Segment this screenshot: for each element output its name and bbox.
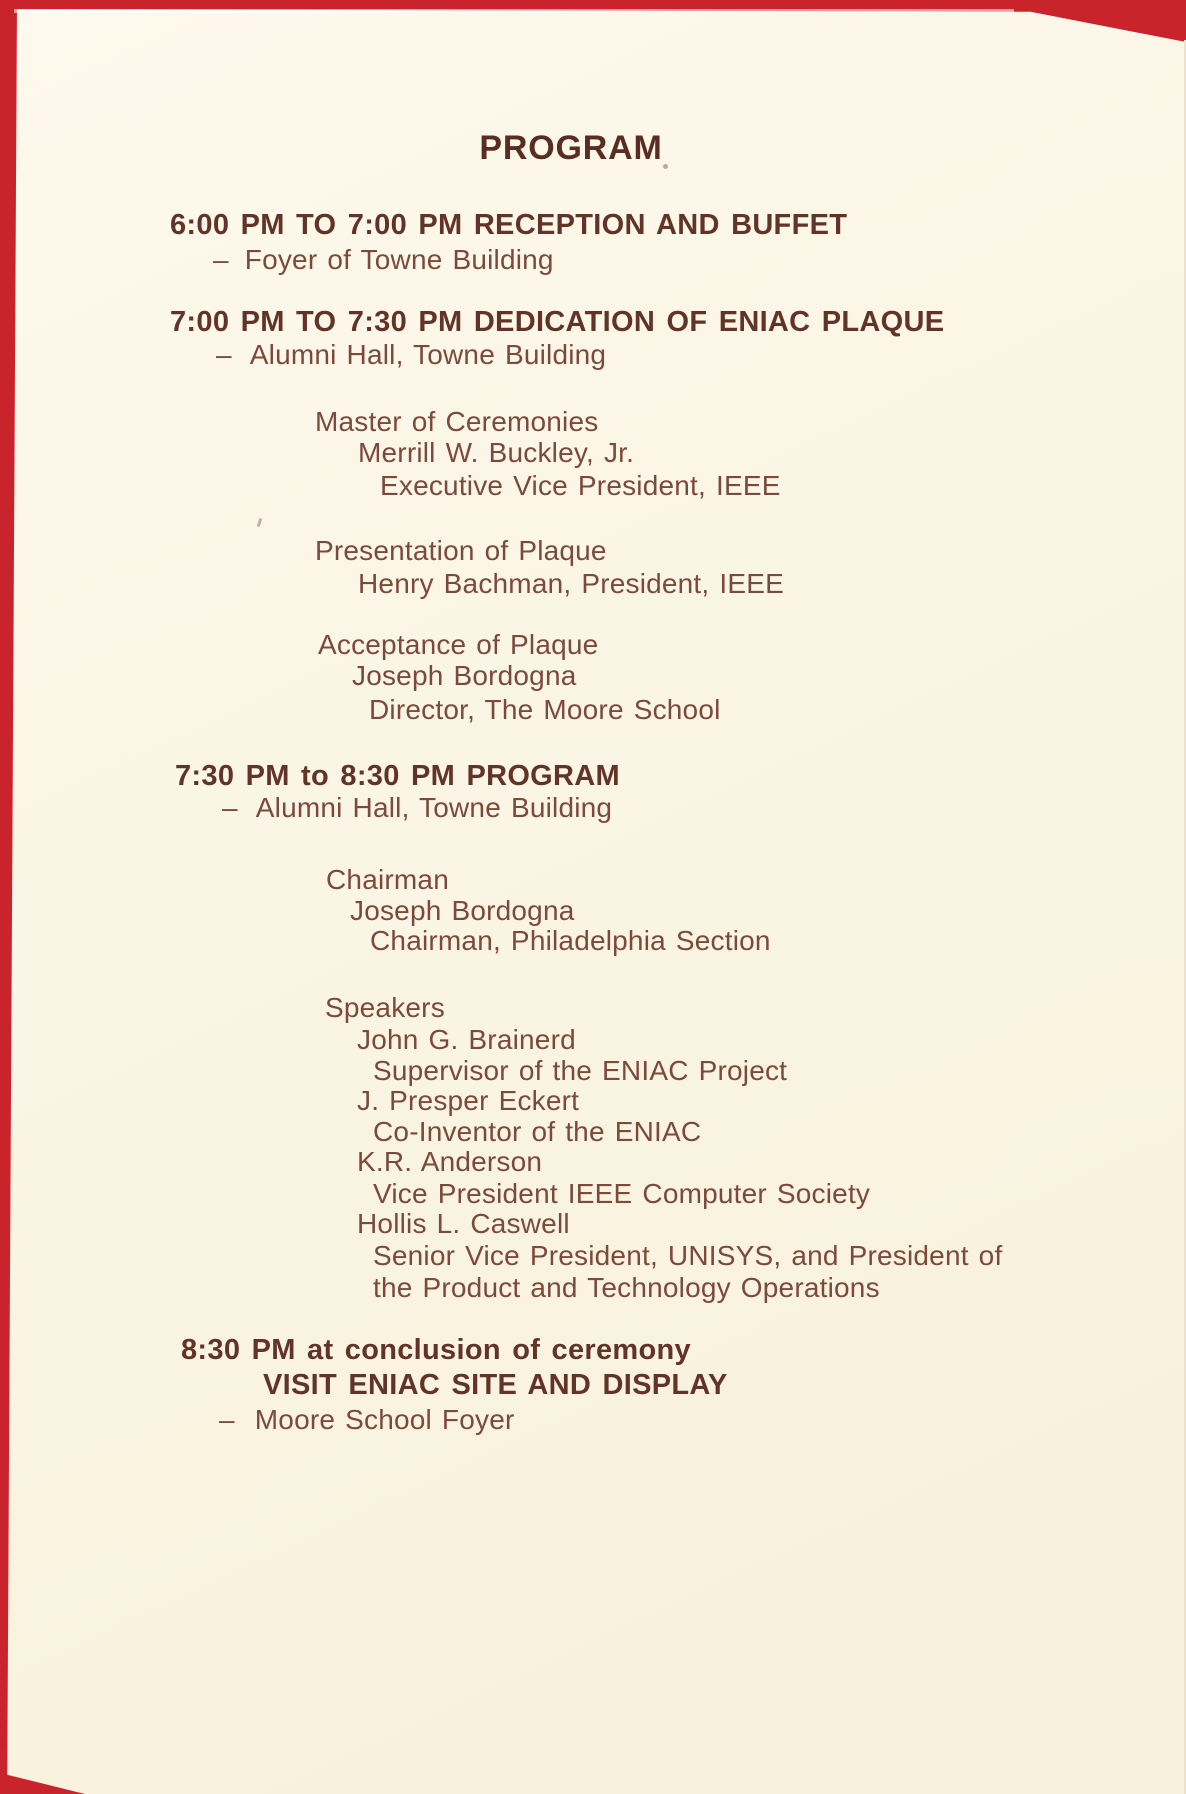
location-line [216,341,606,369]
person-name: Henry Bachman, President, IEEE [358,568,784,599]
paper-edge-highlight [14,9,1014,13]
red-scan-edge-left [0,0,17,1794]
section-heading: 7:00 PM TO 7:30 PM DEDICATION OF ENIAC PLAQUE [170,306,945,338]
location-dash: – [219,1404,235,1435]
person-name: Joseph Bordogna [350,895,575,926]
person-role: Executive Vice President, IEEE [380,470,781,501]
block-title: Chairman [326,864,449,895]
section-heading: 7:30 PM to 8:30 PM PROGRAM [175,760,620,792]
person-name: Merrill W. Buckley, Jr. [358,437,635,468]
red-scan-edge-top [0,0,1186,42]
red-scan-edge-bottom-left [0,1766,85,1794]
block-title: Speakers [325,992,445,1023]
location-text: Foyer of Towne Building [244,244,554,275]
block-title: Master of Ceremonies [315,406,599,437]
person-name: John G. Brainerd [357,1024,576,1055]
scan-mark [257,518,263,527]
person-name: Hollis L. Caswell [357,1208,570,1239]
location-text: Alumni Hall, Towne Building [249,339,607,370]
section-subheading: VISIT ENIAC SITE AND DISPLAY [263,1369,728,1401]
person-role: Chairman, Philadelphia Section [370,925,771,956]
location-dash: – [216,339,232,370]
person-role: Supervisor of the ENIAC Project [373,1055,788,1086]
location-line [219,1406,515,1434]
block-title: Presentation of Plaque [315,535,607,566]
person-role: Senior Vice President, UNISYS, and President of [373,1240,1003,1271]
person-name: Joseph Bordogna [352,660,577,691]
block-title: Acceptance of Plaque [318,629,599,660]
person-name: J. Presper Eckert [357,1085,580,1116]
person-role: Vice President IEEE Computer Society [373,1178,871,1209]
section-heading: 8:30 PM at conclusion of ceremony [181,1334,691,1366]
person-role: Director, The Moore School [369,694,721,725]
section-heading: 6:00 PM TO 7:00 PM RECEPTION AND BUFFET [170,209,848,241]
location-line [213,246,554,274]
page-title: PROGRAM [479,129,663,167]
location-text: Moore School Foyer [254,1404,515,1435]
person-role-continued: the Product and Technology Operations [373,1272,880,1303]
person-role: Co-Inventor of the ENIAC [373,1116,702,1147]
location-line [222,794,612,822]
location-text: Alumni Hall, Towne Building [255,792,613,823]
location-dash: – [213,244,229,275]
location-dash: – [222,792,238,823]
person-name: K.R. Anderson [357,1146,543,1177]
